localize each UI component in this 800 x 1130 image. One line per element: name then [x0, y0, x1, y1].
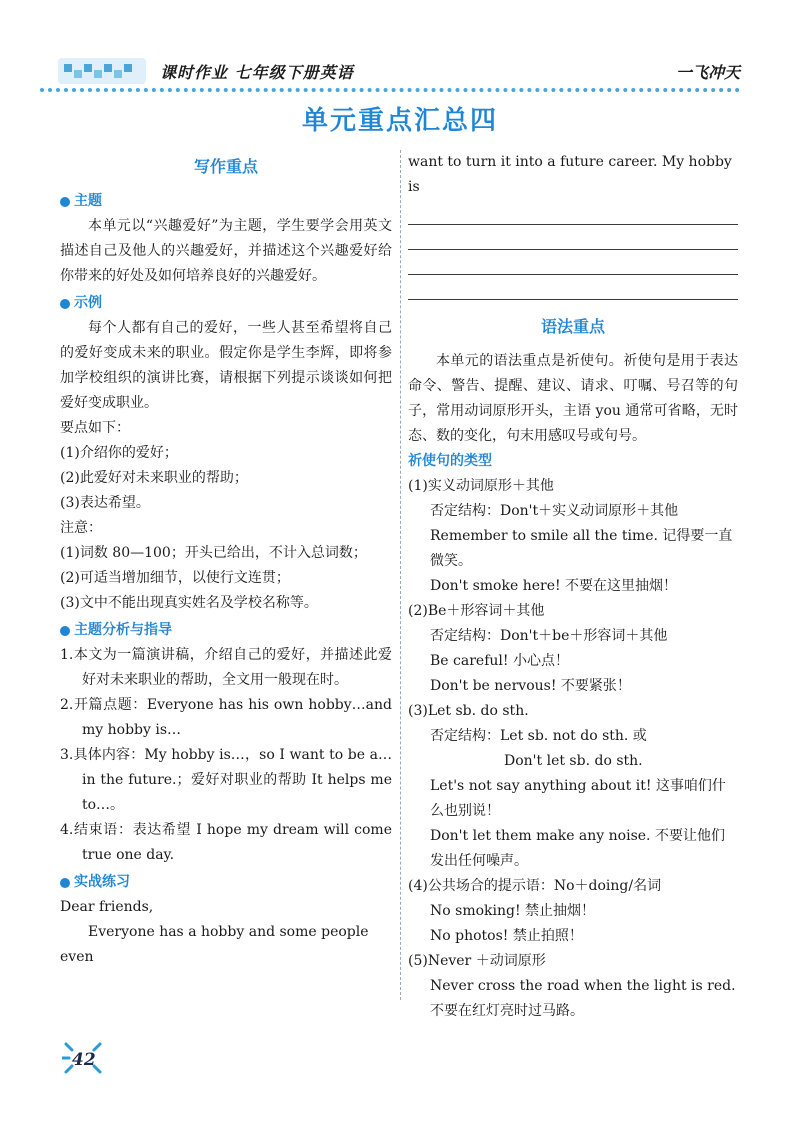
type-5-example: Never cross the road when the light is red. 不要在红灯亮时过马路。	[430, 978, 736, 1019]
left-column	[60, 150, 392, 970]
analysis-item: 1.本文为一篇演讲稿，介绍自己的爱好，并描述此爱好对未来职业的帮助，全文用一般现在时。	[60, 647, 392, 688]
type-2-example: Don't be nervous! 不要紧张！	[430, 678, 631, 694]
header-title: 课时作业 七年级下册英语	[160, 63, 354, 82]
practice-text-start: Everyone has a hobby and some people even	[60, 924, 369, 965]
unit-title: 单元重点汇总四	[301, 106, 498, 136]
types-heading: 祈使句的类型	[408, 453, 492, 469]
writing-section-title: 写作重点	[193, 157, 258, 176]
answer-line[interactable]	[408, 225, 738, 250]
type-2: (2)Be＋形容词＋其他	[408, 603, 545, 619]
grammar-intro: 本单元的语法重点是祈使句。祈使句是用于表达命令、警告、提醒、建议、请求、叮嘱、号召等的句子，常用动词原形开头，主语 you 通常可省略，无时态、数的变化，句末用感叹号或句号。	[408, 353, 738, 444]
type-2-example: Be careful! 小心点！	[430, 653, 569, 669]
note-item: (1)词数 80—100；开头已给出，不计入总词数；	[60, 545, 367, 561]
header-logo-icon	[58, 58, 146, 84]
right-column	[408, 150, 738, 1024]
answer-line[interactable]	[408, 200, 738, 225]
practice-heading: 实战练习	[60, 870, 392, 895]
note-item: (3)文中不能出现真实姓名及学校名称等。	[60, 595, 318, 611]
answer-line[interactable]	[408, 250, 738, 275]
analysis-item: 4.结束语：表达希望 I hope my dream will come true one day.	[60, 822, 392, 863]
type-1: (1)实义动词原形＋其他	[408, 478, 554, 494]
analysis-item: 2.开篇点题：Everyone has his own hobby…and my hobby is…	[60, 697, 392, 738]
bullet-dot-icon	[60, 299, 70, 309]
points-heading: 要点如下：	[60, 420, 130, 436]
example-heading: 示例	[60, 291, 392, 316]
type-1-example: Remember to smile all the time. 记得要一直微笑。	[430, 528, 733, 569]
bullet-dot-icon	[60, 626, 70, 636]
answer-line[interactable]	[408, 275, 738, 300]
type-4-example: No smoking! 禁止抽烟！	[430, 903, 596, 919]
theme-heading: 主题	[60, 189, 392, 214]
page-number-badge	[62, 1040, 106, 1076]
type-3: (3)Let sb. do sth.	[408, 703, 529, 719]
page-number: 42	[72, 1050, 96, 1070]
type-2-negative: 否定结构：Don't＋be＋形容词＋其他	[430, 628, 668, 644]
grammar-section-title: 语法重点	[540, 317, 605, 336]
practice-greeting: Dear friends,	[60, 899, 154, 915]
bullet-dot-icon	[60, 197, 70, 207]
type-3-negative: 否定结构：Let sb. not do sth. 或	[430, 728, 647, 744]
analysis-heading: 主题分析与指导	[60, 618, 392, 643]
point-item: (3)表达希望。	[60, 495, 150, 511]
note-item: (2)可适当增加细节，以使行文连贯；	[60, 570, 290, 586]
type-3-negative-alt: Don't let sb. do sth.	[504, 753, 643, 769]
type-3-example: Don't let them make any noise. 不要让他们发出任何噪声。	[430, 828, 725, 869]
notes-heading: 注意：	[60, 520, 102, 536]
header-brand: 一飞冲天	[675, 63, 740, 82]
theme-text: 本单元以“兴趣爱好”为主题，学生要学会用英文描述自己及他人的兴趣爱好，并描述这个兴趣爱好给你带来的好处及如何培养良好的兴趣爱好。	[60, 218, 392, 284]
column-divider	[400, 150, 401, 1000]
bullet-dot-icon	[60, 878, 70, 888]
practice-text-continued: want to turn it into a future career. My hobby is	[408, 154, 732, 195]
type-4-example: No photos! 禁止拍照！	[430, 928, 583, 944]
header-divider	[40, 88, 740, 92]
type-3-example: Let's not say anything about it! 这事咱们什么也别说！	[430, 778, 726, 819]
type-1-negative: 否定结构：Don't＋实义动词原形＋其他	[430, 503, 679, 519]
type-4: (4)公共场合的提示语：No＋doing/名词	[408, 878, 662, 894]
point-item: (1)介绍你的爱好；	[60, 445, 178, 461]
point-item: (2)此爱好对未来职业的帮助；	[60, 470, 248, 486]
type-5: (5)Never ＋动词原形	[408, 953, 546, 969]
analysis-item: 3.具体内容：My hobby is…，so I want to be a…in the future.；爱好对职业的帮助 It helps me to…。	[60, 747, 392, 813]
example-text: 每个人都有自己的爱好，一些人甚至希望将自己的爱好变成未来的职业。假定你是学生李辉，即将参加学校组织的演讲比赛，请根据下列提示谈谈如何把爱好变成职业。	[60, 320, 392, 411]
type-1-example: Don't smoke here! 不要在这里抽烟！	[430, 578, 678, 594]
page-header	[40, 50, 762, 92]
